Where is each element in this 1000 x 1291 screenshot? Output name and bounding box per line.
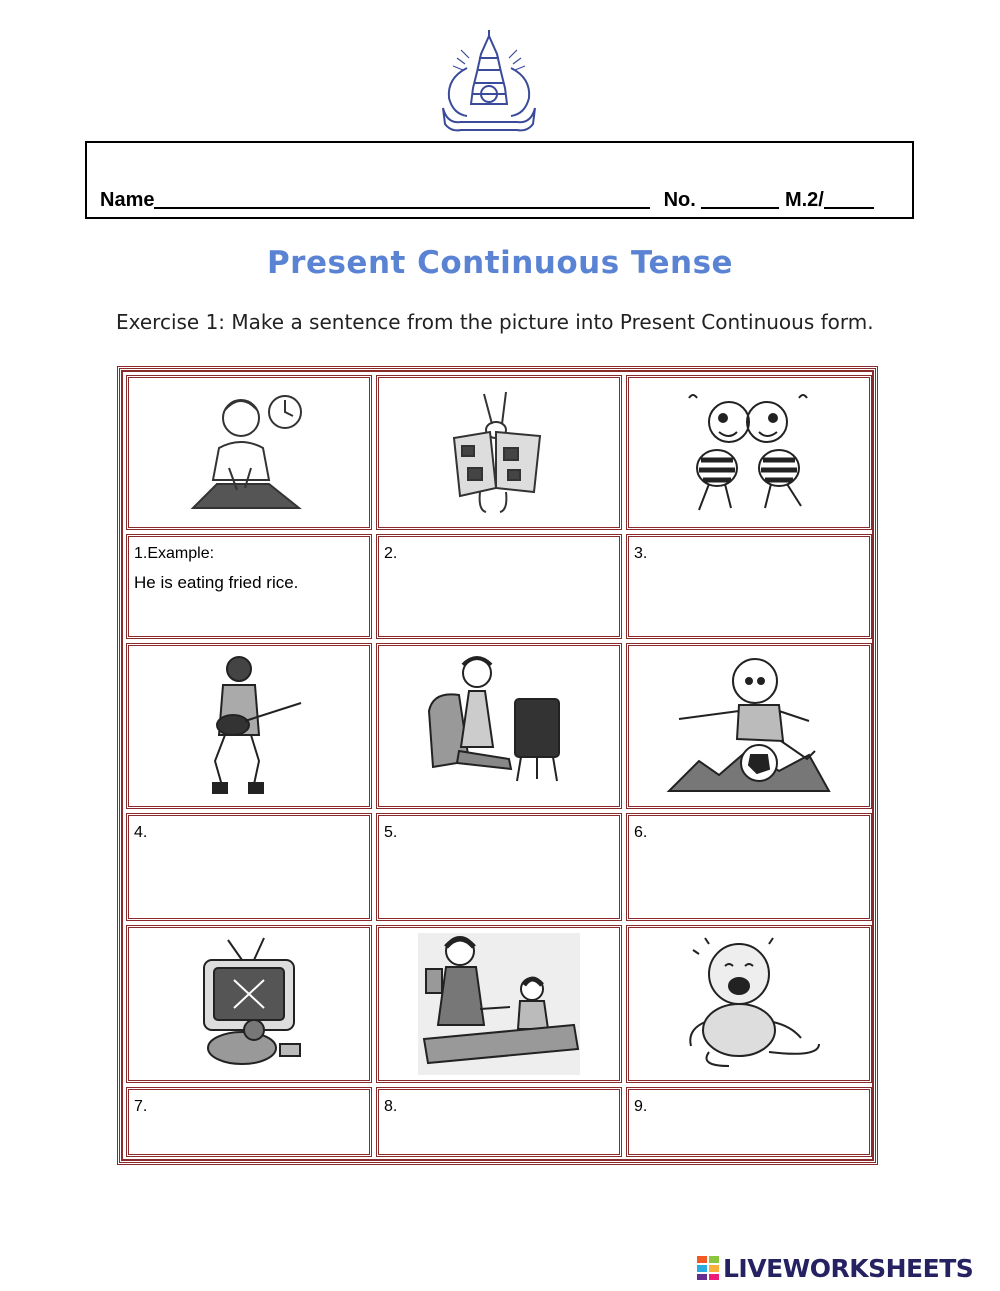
answer-cell-8[interactable] <box>376 1087 622 1157</box>
answer-cell-1[interactable] <box>126 534 372 639</box>
student-info-box <box>85 141 914 219</box>
exercise-label-1: 1.Example: <box>134 545 215 562</box>
student-info-line <box>100 189 874 212</box>
name-blank[interactable] <box>154 189 650 209</box>
exercise-table <box>117 366 878 1165</box>
bees-dancing-icon <box>679 388 819 518</box>
school-logo <box>437 28 541 136</box>
child-watching-tv-icon <box>184 934 314 1074</box>
rabbit-reading-newspaper-icon <box>444 388 554 518</box>
exercise-label-8: 8. <box>384 1098 398 1115</box>
picture-cell-9 <box>626 925 872 1083</box>
boy-kicking-ball-icon <box>659 651 839 801</box>
answer-cell-7[interactable] <box>126 1087 372 1157</box>
exercise-label-4: 4. <box>134 824 148 841</box>
example-answer: He is eating fried rice. <box>134 573 299 592</box>
man-playing-guitar-icon <box>189 651 309 801</box>
exercise-instruction: Exercise 1: Make a sentence from the picture into Present Continuous form. <box>116 310 874 334</box>
answer-cell-9[interactable] <box>626 1087 872 1157</box>
picture-cell-5 <box>376 643 622 809</box>
picture-cell-3 <box>626 375 872 530</box>
answer-cell-2[interactable] <box>376 534 622 639</box>
exercise-label-6: 6. <box>634 824 648 841</box>
class-label: M.2/ <box>784 189 824 211</box>
liveworksheets-icon <box>697 1256 719 1280</box>
picture-cell-2 <box>376 375 622 530</box>
liveworksheets-brand: LIVEWORKSHEETS <box>723 1254 974 1283</box>
exercise-label-5: 5. <box>384 824 398 841</box>
mother-cooking-icon <box>414 929 584 1079</box>
baby-crying-icon <box>669 934 829 1074</box>
woman-watching-tv-icon <box>419 651 579 801</box>
answer-cell-3[interactable] <box>626 534 872 639</box>
exercise-label-2: 2. <box>384 545 398 562</box>
exercise-label-9: 9. <box>634 1098 648 1115</box>
picture-cell-4 <box>126 643 372 809</box>
exercise-label-3: 3. <box>634 545 648 562</box>
answer-cell-4[interactable] <box>126 813 372 921</box>
number-blank[interactable] <box>701 189 779 209</box>
exercise-label-7: 7. <box>134 1098 148 1115</box>
boy-eating-icon <box>189 388 309 518</box>
picture-cell-8 <box>376 925 622 1083</box>
answer-cell-5[interactable] <box>376 813 622 921</box>
answer-cell-6[interactable] <box>626 813 872 921</box>
picture-cell-1 <box>126 375 372 530</box>
class-blank[interactable] <box>824 189 874 209</box>
name-label: Name <box>100 189 155 211</box>
picture-cell-6 <box>626 643 872 809</box>
worksheet-title: Present Continuous Tense <box>266 245 734 281</box>
picture-cell-7 <box>126 925 372 1083</box>
number-label: No. <box>663 189 696 211</box>
